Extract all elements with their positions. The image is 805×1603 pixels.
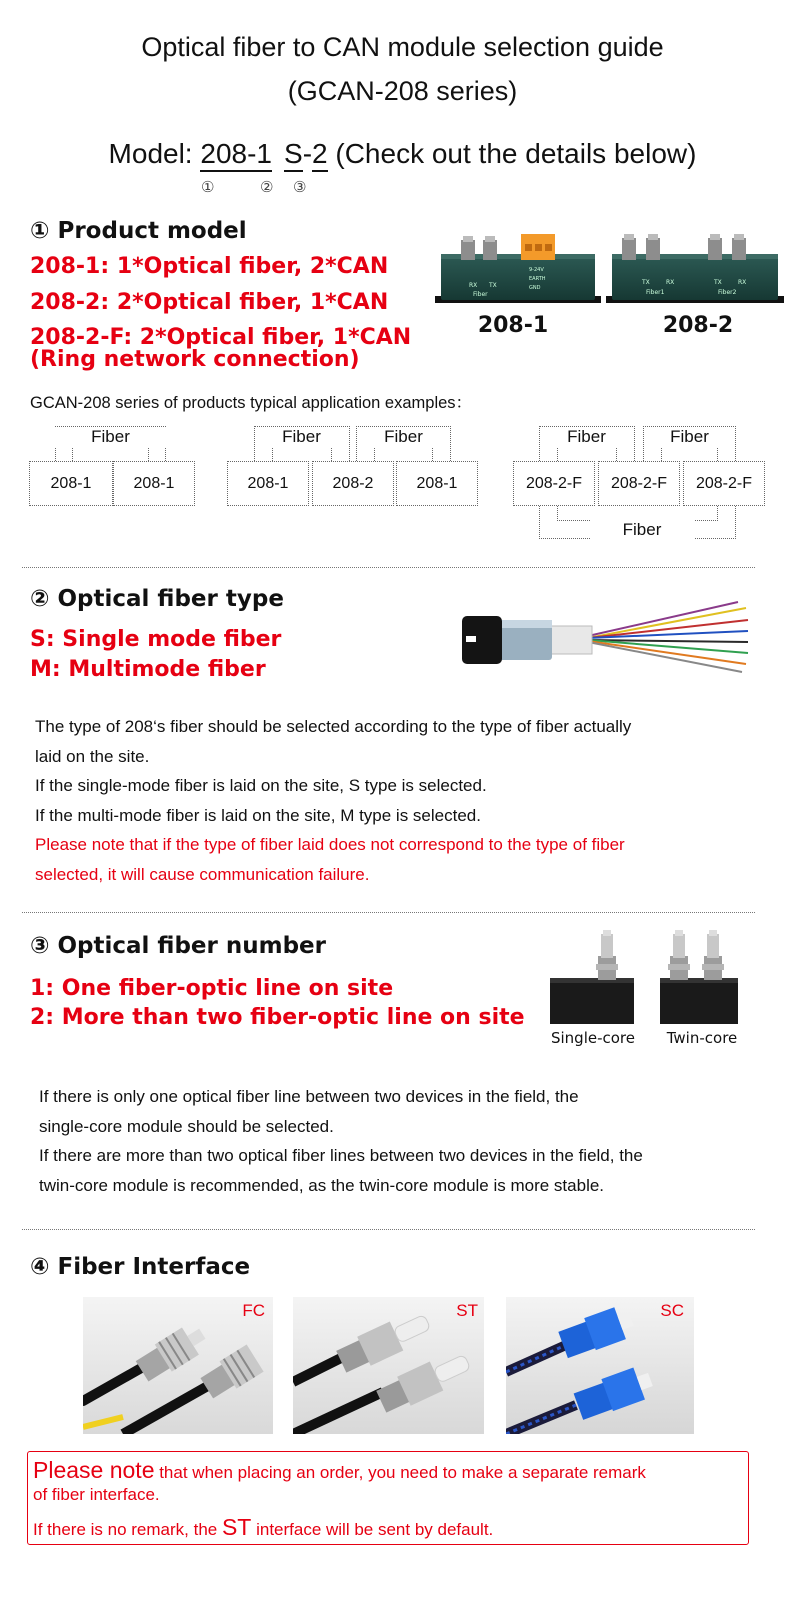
section-1-heading: ① Product model [30, 218, 247, 244]
fiber-number-para-line-3: If there are more than two optical fiber lines between two devices in the field, the [39, 1146, 643, 1165]
fiber-number-para-line-2: single-core module should be selected. [39, 1116, 334, 1136]
section-3-heading: ③ Optical fiber number [30, 933, 327, 959]
product-item-3: 208-2-F: 2*Optical fiber, 1*CAN [30, 325, 412, 350]
note-line-3 [33, 1514, 493, 1543]
device-2-label-fiber-1: Fiber1 [646, 289, 665, 296]
note-emphasis-st: ST [221, 1514, 252, 1540]
device-208-2-image [604, 226, 786, 306]
twin-core-image [658, 928, 740, 1026]
note-line-1 [33, 1457, 646, 1486]
model-part-3: 2 [312, 138, 328, 172]
fiber-number-one: 1: One fiber-optic line on site [30, 976, 394, 1001]
fiber-type-para-line-4: If the multi-mode fiber is laid on the site, M type is selected. [35, 805, 481, 825]
note-line-2: of fiber interface. [33, 1485, 160, 1504]
section-4-heading: ④ Fiber Interface [30, 1254, 251, 1280]
diagram-3-node-3: 208-2-F [683, 461, 765, 506]
sc-label: SC [660, 1301, 684, 1320]
diagram-1-fiber-label: Fiber [55, 427, 166, 447]
marker-2: ② [260, 179, 274, 196]
marker-1: ① [201, 179, 215, 196]
fiber-type-warning-line-1: Please note that if the type of fiber laid does not correspond to the type of fiber [35, 835, 625, 854]
diagram-3-fiber-label-1: Fiber [540, 427, 633, 447]
page-title: Optical fiber to CAN module selection guide [141, 32, 664, 62]
device-208-1-image [433, 226, 603, 306]
note-line-1-rest: that when placing an order, you need to make a separate remark [154, 1463, 646, 1482]
fiber-type-para-line-2: laid on the site. [35, 746, 150, 766]
diagram-2-node-2: 208-2 [312, 461, 394, 506]
note-line-3-post: interface will be sent by default. [251, 1520, 494, 1539]
fiber-type-warning-line-2: selected, it will cause communication failure. [35, 864, 370, 884]
diagram-2-node-1: 208-1 [227, 461, 309, 506]
model-prefix: Model: [108, 138, 201, 169]
diagram-2-fiber-label-2: Fiber [357, 427, 450, 447]
diagram-3-bottom-fiber-label: Fiber [590, 520, 694, 540]
model-part-1: 208-1 [200, 138, 272, 172]
device-2-label-fiber-2: Fiber2 [718, 289, 737, 296]
order-note-box [27, 1451, 749, 1545]
product-item-1: 208-1: 1*Optical fiber, 2*CAN [30, 254, 389, 279]
application-caption: GCAN-208 series of products typical application examples： [30, 394, 473, 412]
fiber-type-paragraph [35, 712, 775, 889]
fiber-number-para-line-4: twin-core module is recommended, as the twin-core module is more stable. [39, 1175, 605, 1195]
diagram-1-node-1: 208-1 [29, 461, 113, 506]
single-core-image [548, 928, 638, 1026]
st-label: ST [456, 1301, 478, 1320]
device-2-label-rx-2: RX [738, 279, 747, 286]
device-1-label-gnd: GND [529, 285, 541, 291]
diagram-1-node-2: 208-1 [113, 461, 195, 506]
fiber-type-para-line-1: The type of 208‘s fiber should be selected according to the type of fiber actually [35, 717, 632, 736]
twin-core-label: Twin-core [666, 1029, 738, 1047]
model-dash: - [302, 138, 313, 169]
fc-label: FC [242, 1301, 265, 1320]
model-line [0, 136, 805, 172]
product-item-3-note: (Ring network connection) [30, 347, 360, 372]
product-item-2: 208-2: 2*Optical fiber, 1*CAN [30, 290, 389, 315]
device-1-label-fiber: Fiber [473, 291, 488, 298]
device-1-label-voltage: 9-24V [529, 267, 544, 273]
fiber-cable-image [458, 598, 750, 680]
diagram-3-node-2: 208-2-F [598, 461, 680, 506]
device-2-label-tx-1: TX [642, 279, 650, 286]
fiber-number-para-line-1: If there is only one optical fiber line between two devices in the field, the [39, 1087, 579, 1106]
device-1-label-earth: EARTH [529, 276, 546, 282]
fiber-number-two: 2: More than two fiber-optic line on site [30, 1005, 525, 1030]
marker-3: ③ [293, 179, 307, 196]
section-divider-2 [22, 912, 755, 913]
device-2-label-rx-1: RX [666, 279, 675, 286]
diagram-2-node-3: 208-1 [396, 461, 478, 506]
diagram-3-node-1: 208-2-F [513, 461, 595, 506]
section-divider-1 [22, 567, 755, 568]
device-1-label-rx: RX [469, 282, 478, 289]
diagram-2-fiber-label-1: Fiber [255, 427, 348, 447]
fiber-type-single: S: Single mode fiber [30, 627, 282, 652]
product-label-208-2: 208-2 [662, 313, 734, 338]
note-line-3-pre: If there is no remark, the [33, 1520, 222, 1539]
model-part-2: S [284, 138, 303, 172]
single-core-label: Single-core [550, 1029, 636, 1047]
section-divider-3 [22, 1229, 755, 1230]
section-2-heading: ② Optical fiber type [30, 586, 284, 612]
page-subtitle: (GCAN-208 series) [287, 76, 518, 106]
fc-connector-image [83, 1297, 273, 1434]
note-emphasis-please-note: Please note [33, 1457, 155, 1483]
fiber-type-multi: M: Multimode fiber [30, 657, 266, 682]
st-connector-image [293, 1297, 484, 1434]
product-label-208-1: 208-1 [477, 313, 549, 338]
device-1-label-tx: TX [489, 282, 497, 289]
diagram-3-fiber-label-2: Fiber [644, 427, 735, 447]
sc-connector-image [506, 1297, 694, 1434]
device-2-label-tx-2: TX [714, 279, 722, 286]
fiber-type-para-line-3: If the single-mode fiber is laid on the site, S type is selected. [35, 776, 487, 795]
model-suffix: (Check out the details below) [327, 138, 697, 169]
fiber-number-paragraph [39, 1082, 779, 1200]
